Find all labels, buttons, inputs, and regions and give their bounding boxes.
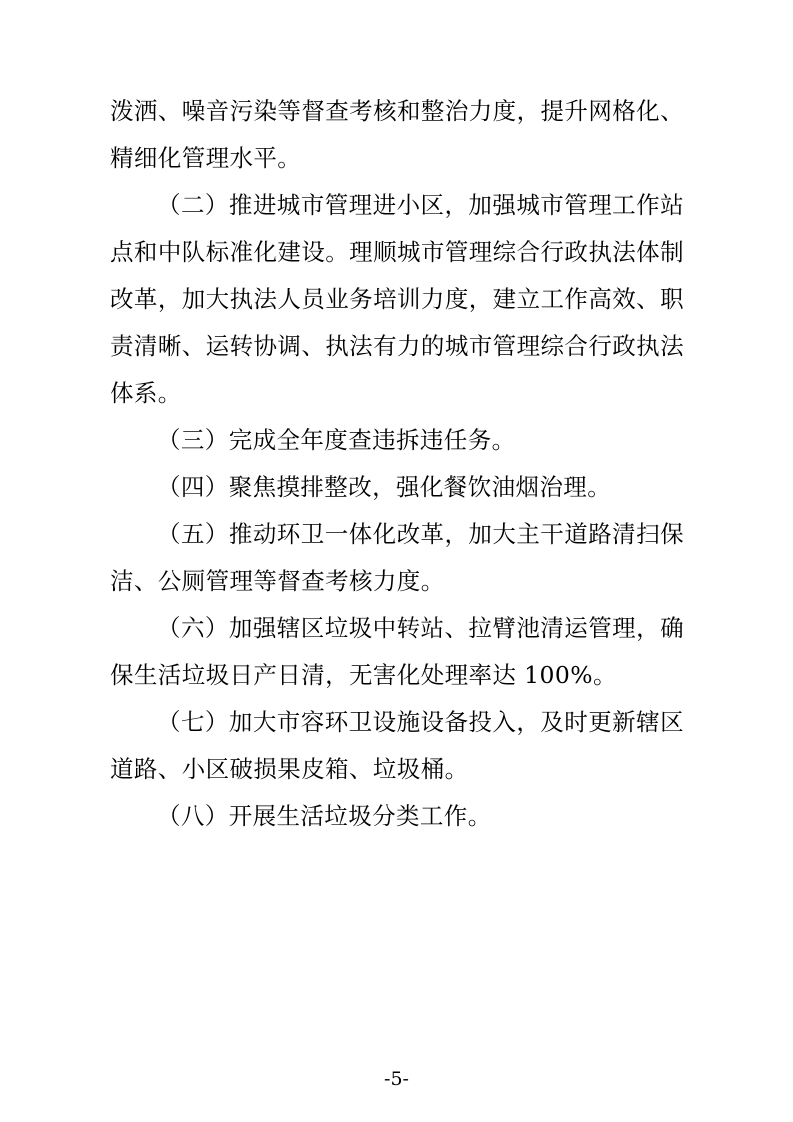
page-number: -5- <box>384 1068 409 1090</box>
paragraph-item-6: （六）加强辖区垃圾中转站、拉臂池清运管理，确保生活垃圾日产日清，无害化处理率达 100%。 <box>110 614 684 689</box>
paragraph-item-7: （七）加大市容环卫设施设备投入，及时更新辖区道路、小区破损果皮箱、垃圾桶。 <box>110 708 684 783</box>
paragraph-item-2: （二）推进城市管理进小区，加强城市管理工作站点和中队标准化建设。理顺城市管理综合行政执法体制改革，加大执法人员业务培训力度，建立工作高效、职责清晰、运转协调、执法有力的城市管理综合行政执法体系。 <box>110 191 684 407</box>
paragraph-item-8: （八）开展生活垃圾分类工作。 <box>157 802 492 830</box>
paragraph-continuation: 泼洒、噪音污染等督查考核和整治力度，提升网格化、精细化管理水平。 <box>110 97 684 172</box>
paragraph-item-5: （五）推动环卫一体化改革，加大主干道路清扫保洁、公厕管理等督查考核力度。 <box>110 520 684 595</box>
paragraph-item-4: （四）聚焦摸排整改，强化餐饮油烟治理。 <box>157 473 612 501</box>
document-body <box>110 88 684 840</box>
paragraph-item-3: （三）完成全年度查违拆违任务。 <box>157 426 516 454</box>
